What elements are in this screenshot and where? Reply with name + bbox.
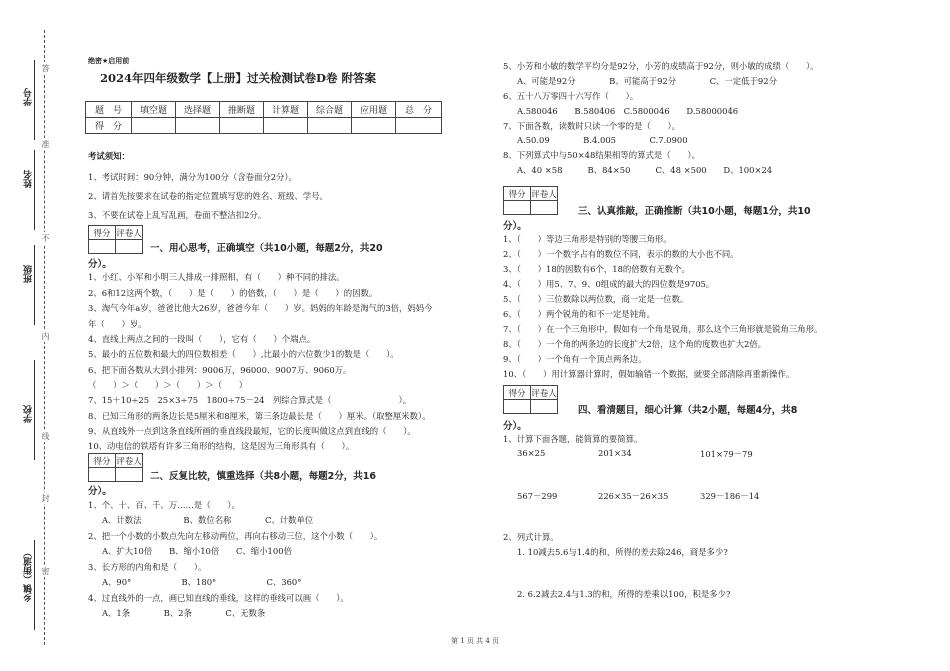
township-blank[interactable] xyxy=(34,540,35,630)
grader-box xyxy=(503,186,558,215)
grader-score-label: 得分 xyxy=(504,187,531,201)
question-line: 3、（ ）18的因数有6个，18的倍数有无数个。 xyxy=(503,264,690,274)
question-line: 6、把下面各数从大到小排列：9006万，96000、9007万、9060万。 xyxy=(88,365,352,375)
notice-item: 2、请首先按要求在试卷的指定位置填写您的姓名、班级、学号。 xyxy=(88,191,328,201)
question-line: 5、小芳和小敏的数学平均分是92分，小芳的成绩高于92分，则小敏的成绩（ ）。 xyxy=(503,61,819,71)
option-line: A.50.09 B.4.005 C.7.0900 xyxy=(517,135,688,145)
binding-char: 内 xyxy=(41,332,50,340)
section3-heading: 三、认真推敲，正确推断（共10小题，每题1分，共10 xyxy=(578,206,811,217)
score-table xyxy=(85,101,442,134)
question-line: 4、直线上两点之间的一段叫（ ），它有（ ）个端点。 xyxy=(88,334,316,344)
grader-score-cell[interactable] xyxy=(89,468,116,482)
score-header-cell: 计算题 xyxy=(264,102,308,118)
question-line: 5、（ ）三位数除以两位数，商一定是一位数。 xyxy=(503,294,689,304)
grader-score-cell[interactable] xyxy=(504,201,531,215)
score-header-cell: 题 号 xyxy=(86,102,132,118)
section1-heading: 一、用心思考，正确填空（共10小题，每题2分，共20 xyxy=(150,243,383,254)
score-header-cell: 填空题 xyxy=(132,102,176,118)
secret-label: 绝密★启用前 xyxy=(88,57,130,65)
grader-name-cell[interactable] xyxy=(116,468,143,482)
score-header-cell: 推断题 xyxy=(220,102,264,118)
option-line: A、40 ×58 B、84×50 C、48 ×500 D、100×24 xyxy=(517,165,773,175)
page-footer: 第 1 页 共 4 页 xyxy=(450,637,500,645)
school-blank[interactable] xyxy=(34,360,35,460)
question-line: 年（ ）岁。 xyxy=(88,319,147,329)
grader-name-label: 评卷人 xyxy=(116,226,143,240)
question-line: 9、从直线外一点到这条直线所画的垂直线段最短，它的长度叫做这点到直线的（ ）。 xyxy=(88,426,416,436)
student-id-blank[interactable] xyxy=(34,60,35,140)
option-line: A、90° B、180° C、360° xyxy=(102,577,302,587)
question-line: 6、（ ）两个锐角的和不一定是钝角。 xyxy=(503,309,655,319)
question-line: 4、过直线外的一点，画已知直线的垂线，这样的垂线可以画（ ）。 xyxy=(88,593,349,603)
section2-heading-cont: 分）。 xyxy=(88,486,112,497)
grader-name-label: 评卷人 xyxy=(116,454,143,468)
question-line: 8、已知三角形的两条边长是5厘米和8厘米，第三条边最长是（ ）厘米。（取整厘米数）。 xyxy=(88,411,431,421)
question-line: 9、（ ）一个角有一个顶点两条边。 xyxy=(503,354,647,364)
calc-expression: 36×25 xyxy=(517,448,546,458)
score-cell[interactable] xyxy=(308,118,352,134)
question-line: 3、淘气今年a岁，爸爸比他大26岁，爸爸今年（ ）岁。妈妈的年龄是淘气的3倍，妈妈今 xyxy=(88,303,433,313)
score-header-cell: 总 分 xyxy=(396,102,442,118)
section2-heading: 二、反复比较，慎重选择（共8小题，每题2分，共16 xyxy=(150,471,376,482)
score-cell[interactable] xyxy=(176,118,220,134)
option-line: A、计数法 B、数位名称 C、计数单位 xyxy=(102,515,314,525)
question-line: 8、（ ）一个角的两条边的长度扩大2倍，这个角的度数也扩大2倍。 xyxy=(503,339,767,349)
question-line: （ ）＞（ ）＞（ ）＞（ ） xyxy=(88,380,248,390)
option-line: A.580046 B.580406 C.5800046 D.58000046 xyxy=(517,106,739,116)
calc-expression: 329－186－14 xyxy=(700,491,760,501)
label-township: 乡镇（街道） xyxy=(24,548,34,602)
binding-char: 密 xyxy=(41,567,50,575)
score-cell[interactable] xyxy=(220,118,264,134)
label-class: 班级 xyxy=(24,265,34,283)
binding-char: 答 xyxy=(41,64,50,72)
grader-name-label: 评卷人 xyxy=(531,187,558,201)
question-line: 4、（ ）用5、7、9、0组成的最大的四位数是9705。 xyxy=(503,279,715,289)
grader-name-cell[interactable] xyxy=(116,240,143,254)
binding-char: 封 xyxy=(41,494,50,502)
question-line: 7、下面各数，读数时只读一个零的是（ ）。 xyxy=(503,121,681,131)
score-cell[interactable] xyxy=(396,118,442,134)
binding-char: 准 xyxy=(41,140,50,148)
notice-item: 1、考试时间：90分钟，满分为100分（含卷面分2分）。 xyxy=(88,172,297,182)
page-title: 2024年四年级数学【上册】过关检测试卷D卷 附答案 xyxy=(100,71,376,85)
grader-score-label: 得分 xyxy=(89,454,116,468)
section1-heading-cont: 分）。 xyxy=(88,259,112,270)
grader-score-cell[interactable] xyxy=(504,400,531,414)
question-line: 1、个、十、百、千、万……是（ ）。 xyxy=(88,500,240,510)
question-line: 2、把一个小数的小数点先向左移动两位，再向右移动三位，这个小数（ ）。 xyxy=(88,531,383,541)
question-line: 3、长方形的内角和是（ ）。 xyxy=(88,562,207,572)
question-line: 1、（ ）等边三角形是特别的等腰三角形。 xyxy=(503,234,672,244)
score-table-header-row xyxy=(86,102,442,118)
question-line: 2. 6.2减去2.4与1.3的和，所得的差乘以100，积是多少? xyxy=(517,589,731,599)
grader-score-label: 得分 xyxy=(504,386,531,400)
binding-margin xyxy=(0,0,70,671)
grader-box xyxy=(88,453,143,482)
question-line: 10、（ ）用计算器计算时，假如输错一个数据，就要全部清除再重新操作。 xyxy=(503,369,795,379)
score-row-label: 得 分 xyxy=(86,118,132,134)
question-line: 2、（ ）一个数字占有的数位不同，表示的数的大小也不同。 xyxy=(503,249,739,259)
grader-score-label: 得分 xyxy=(89,226,116,240)
label-student-id: 学号 xyxy=(24,88,34,106)
question-line: 7、（ ）在一个三角形中，假如有一个角是锐角，那么这个三角形就是锐角三角形。 xyxy=(503,324,823,334)
grader-box xyxy=(88,225,143,254)
option-line: A、1条 B、2条 C、无数条 xyxy=(102,608,266,618)
score-cell[interactable] xyxy=(264,118,308,134)
question-line: 10、动电信的铁塔有许多三角形的结构，这是因为三角形具有（ ）。 xyxy=(88,441,355,451)
section4-heading: 四、看清题目，细心计算（共2小题，每题4分，共8 xyxy=(578,405,798,416)
question-line: 1、小红、小军和小明三人排成一排照相，有（ ）种不同的排法。 xyxy=(88,272,345,282)
score-cell[interactable] xyxy=(132,118,176,134)
notice-heading: 考试须知： xyxy=(88,151,130,161)
calc-expression: 201×34 xyxy=(598,448,632,458)
grader-box xyxy=(503,385,558,414)
section3-heading-cont: 分）。 xyxy=(503,221,527,232)
score-header-cell: 选择题 xyxy=(176,102,220,118)
grader-score-cell[interactable] xyxy=(89,240,116,254)
section4-heading-cont: 分）。 xyxy=(503,421,527,432)
question-line: 7、15＋10÷25 25×3÷75 1800÷75－24 列综合算式是（ ）。 xyxy=(88,395,412,405)
class-blank[interactable] xyxy=(34,245,35,325)
name-blank[interactable] xyxy=(34,150,35,230)
option-line: A、可能是92分 B、可能高于92分 C、一定低于92分 xyxy=(517,76,777,86)
question-line: 1、计算下面各题，能简算的要简算。 xyxy=(503,434,643,444)
question-line: 5、最小的五位数和最大的四位数相差（ ）,比最小的六位数少1的数是（ ）。 xyxy=(88,349,399,359)
calc-expression: 101×79－79 xyxy=(700,449,753,459)
option-line: A、扩大10倍 B、缩小10倍 C、缩小100倍 xyxy=(102,546,292,556)
label-name: 姓名 xyxy=(24,170,34,188)
score-cell[interactable] xyxy=(352,118,396,134)
binding-char: 线 xyxy=(41,432,50,440)
grader-name-label: 评卷人 xyxy=(531,386,558,400)
score-table-score-row xyxy=(86,118,442,134)
question-line: 6、五十八万零四十六写作（ ）。 xyxy=(503,91,639,101)
question-line: 1. 10减去5.6与1.4的和，所得的差去除246，商是多少? xyxy=(517,547,728,557)
notice-item: 3、不要在试卷上乱写乱画，卷面不整洁扣2分。 xyxy=(88,210,267,220)
label-school: 学校 xyxy=(24,405,34,423)
question-line: 2、列式计算。 xyxy=(503,532,559,542)
grader-name-cell[interactable] xyxy=(531,201,558,215)
binding-char: 不 xyxy=(41,234,50,242)
grader-name-cell[interactable] xyxy=(531,400,558,414)
score-header-cell: 应用题 xyxy=(352,102,396,118)
question-line: 8、下列算式中与50×48结果相等的算式是（ ）。 xyxy=(503,150,700,160)
calc-expression: 226×35－26×35 xyxy=(598,491,669,501)
score-header-cell: 综合题 xyxy=(308,102,352,118)
calc-expression: 567－299 xyxy=(517,491,558,501)
question-line: 2、6和12这两个数，（ ）是（ ）的倍数，（ ）是（ ）的因数。 xyxy=(88,288,378,298)
